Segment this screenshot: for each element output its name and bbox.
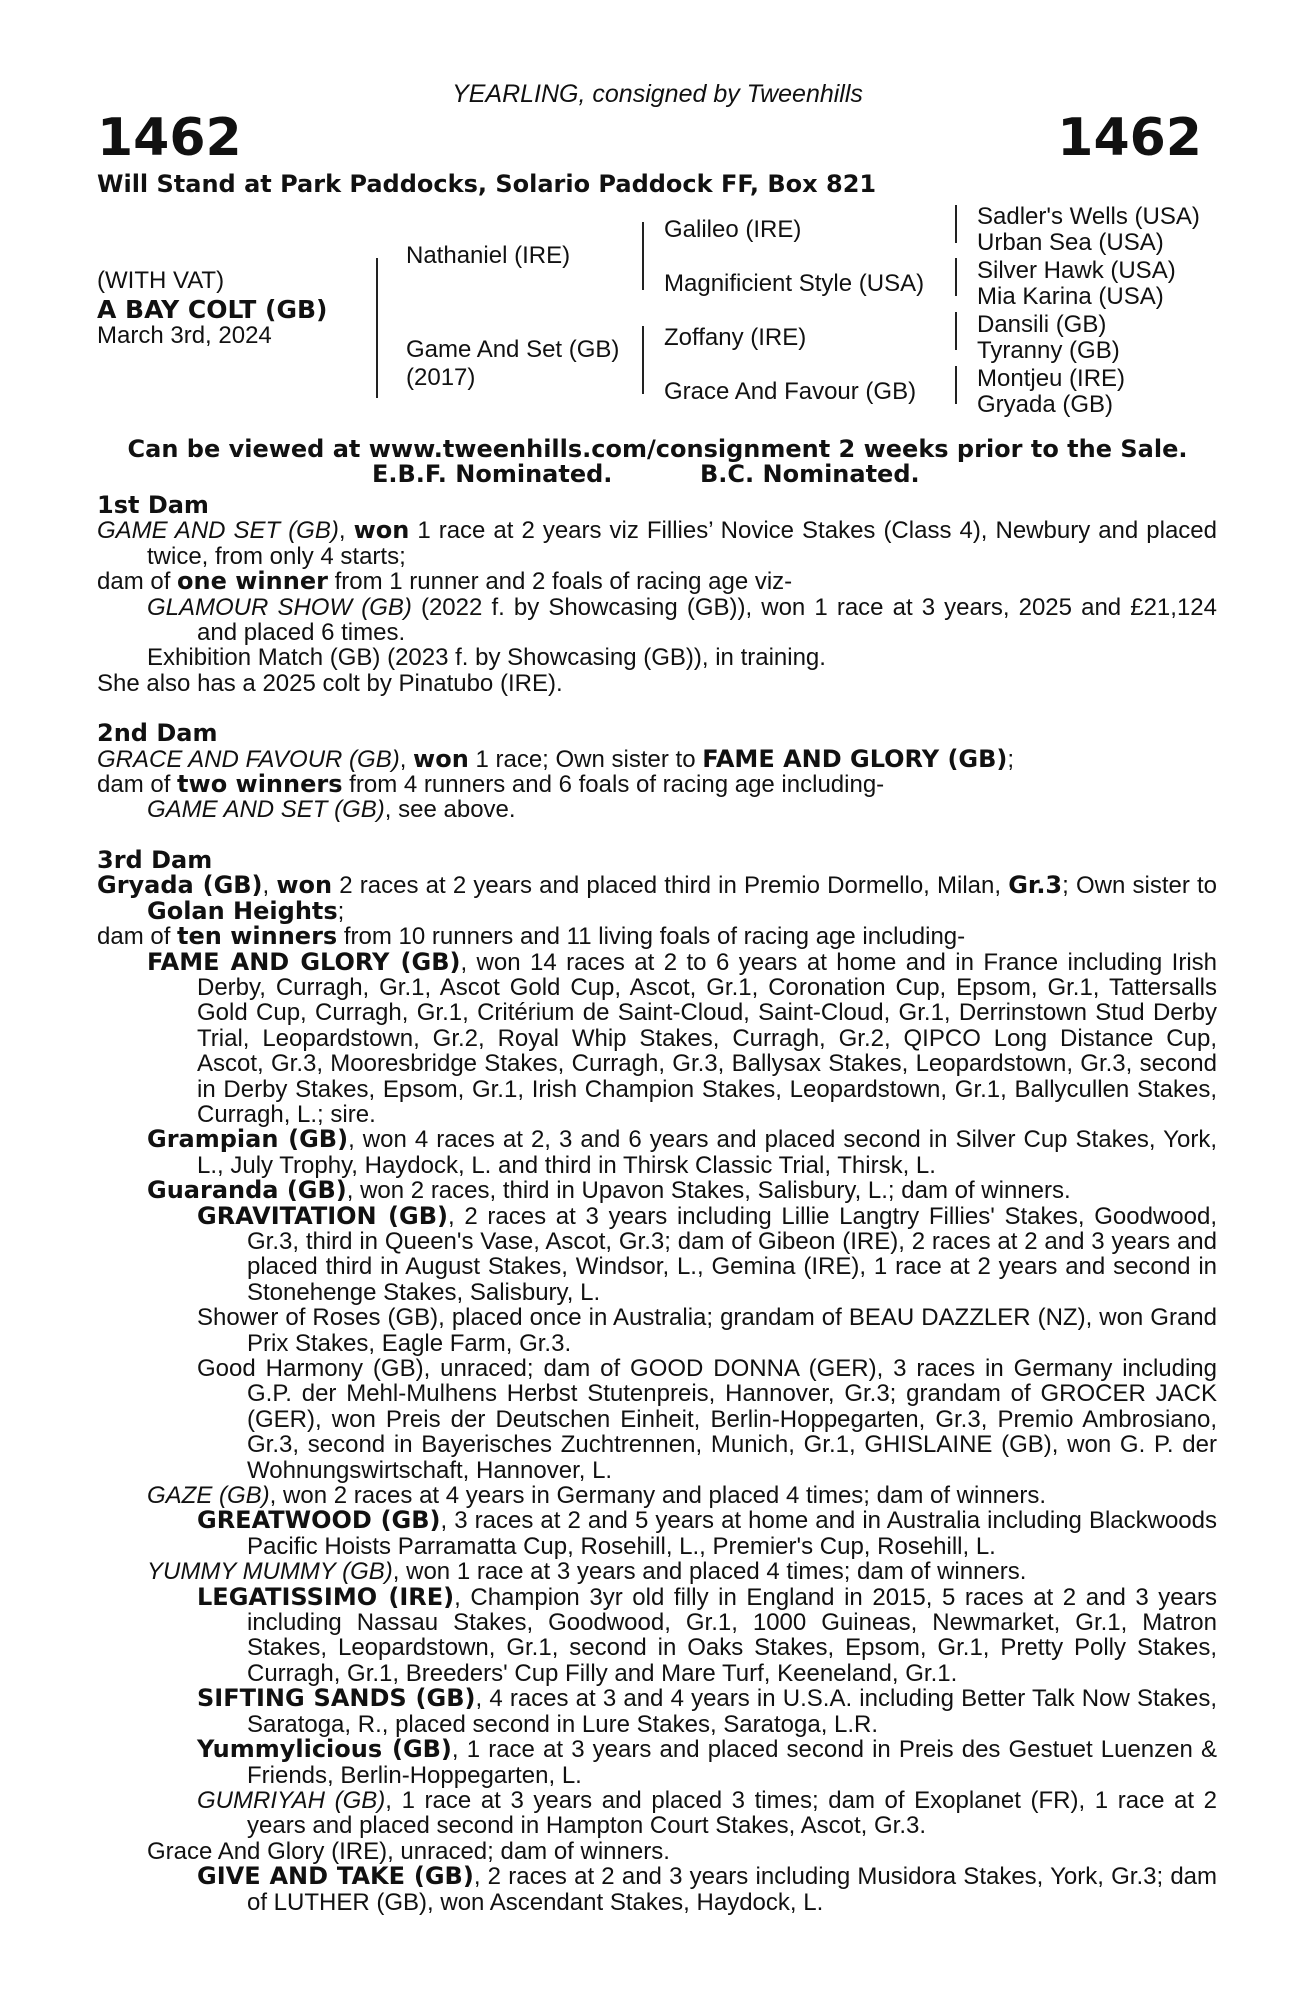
foal-gaze: GAZE (GB), won 2 races at 4 years in Germany and placed 4 times; dam of winners. bbox=[147, 1482, 1047, 1510]
foal-gravitation: GRAVITATION (GB), 2 races at 3 years including Lillie Langtry Fillies' Stakes, Goodwood, Gr.3, third in Queen's Vase, Ascot, Gr.3; dam of Gibeon (IRE), 2 races at 2 and 3 years and placed third in August Stakes, Windsor, L., Gemina (IRE), 1 race at 2 years and second in Stonehenge Stakes, Salisbury, L. bbox=[197, 1201, 1218, 1306]
lot-number-left: 1462 bbox=[97, 108, 242, 168]
great-granddam-4: Gryada (GB) bbox=[977, 391, 1114, 418]
first-dam-foal-2: Exhibition Match (GB) (2023 f. by Showcasing (GB)), in training. bbox=[147, 644, 826, 672]
produce-record bbox=[97, 493, 1217, 1915]
dam: Game And Set (GB) bbox=[406, 336, 620, 363]
foal-give-and-take: GIVE AND TAKE (GB), 2 races at 2 and 3 years including Musidora Stakes, York, Gr.3; dam of LUTHER (GB), won Ascendant Stakes, Haydock, L. bbox=[197, 1862, 1218, 1916]
foaling-date: March 3rd, 2024 bbox=[97, 322, 272, 349]
foal-greatwood: GREATWOOD (GB), 3 races at 2 and 5 years at home and in Australia including Blackwoods Pacific Hoists Parramatta Cup, Rosehill, L., Premier's Cup, Rosehill, L. bbox=[197, 1506, 1218, 1560]
second-dam-foal-1: GAME AND SET (GB), see above. bbox=[147, 796, 516, 824]
pedigree-bracket-dam bbox=[642, 326, 644, 394]
foal-gumriyah: GUMRIYAH (GB), 1 race at 3 years and placed 3 times; dam of Exoplanet (FR), 1 race at 2 years and placed second in Hampton Court Stakes, Ascot, Gr.3. bbox=[197, 1786, 1218, 1840]
ebf-nominated: E.B.F. Nominated. bbox=[372, 460, 613, 488]
foal-good-harmony: Good Harmony (GB), unraced; dam of GOOD DONNA (GER), 3 races in Germany including G.P. der Mehl-Mulhens Herbst Stutenpreis, Hannover, Gr.3; grandam of GROCER JACK (GER), won Preis der Deutschen Einheit, Berlin-Hoppegarten, Gr.3, Premio Ambrosiano, Gr.3, second in Bayerisches Zuchtrennen, Munich, Gr.1, GHISLAINE (GB), won G. P. der Wohnungswirtschaft, Hannover, L. bbox=[197, 1355, 1217, 1484]
foal-shower-of-roses: Shower of Roses (GB), placed once in Australia; grandam of BEAU DAZZLER (NZ), won Grand Prix Stakes, Eagle Farm, Gr.3. bbox=[197, 1304, 1217, 1357]
pedigree-bracket-g3 bbox=[955, 312, 957, 350]
consignment-header: YEARLING, consigned by Tweenhills bbox=[452, 80, 863, 108]
sire-dam: Magnificient Style (USA) bbox=[664, 270, 925, 297]
pedigree-bracket-g1 bbox=[955, 205, 957, 243]
horse-description: A BAY COLT (GB) bbox=[97, 295, 328, 324]
foal-legatissimo: LEGATISSIMO (IRE), Champion 3yr old filly in England in 2015, 5 races at 2 and 3 years including Nassau Stakes, Goodwood, Gr.1, 1000 Guineas, Newmarket, Gr.1, Matron Stakes, Leopardstown, Gr.1, second in Oaks Stakes, Epsom, Gr.1, Pretty Polly Stakes, Curragh, Gr.1, Breeders' Cup Filly and Mare Turf, Keeneland, Gr.1. bbox=[197, 1582, 1217, 1687]
dam-sire: Zoffany (IRE) bbox=[664, 324, 807, 351]
first-dam-heading: 1st Dam bbox=[97, 491, 209, 519]
great-granddam-2: Mia Karina (USA) bbox=[977, 283, 1164, 310]
dam-year: (2017) bbox=[406, 364, 476, 391]
great-grandsire-2: Silver Hawk (USA) bbox=[977, 257, 1176, 284]
pedigree-bracket-g2 bbox=[955, 258, 957, 296]
pedigree-bracket-main bbox=[376, 258, 378, 398]
vat-status: (WITH VAT) bbox=[97, 267, 225, 294]
great-grandsire-3: Dansili (GB) bbox=[977, 311, 1107, 338]
foal-fame-and-glory: FAME AND GLORY (GB), won 14 races at 2 to 6 years at home and in France including Irish Derby, Curragh, Gr.1, Ascot Gold Cup, Ascot, Gr.1, Coronation Cup, Epsom, Gr.1, Tattersalls Gold Cup, Curragh, Gr.1, Critérium de Saint-Cloud, Saint-Cloud, Gr.1, Derrinstown Stud Derby Trial, Leopardstown, Gr.2, Royal Whip Stakes, Curragh, Gr.2, QIPCO Long Distance Cup, Ascot, Gr.3, Mooresbridge Stakes, Curragh, Gr.3, Ballysax Stakes, Leopardstown, Gr.3, second in Derby Stakes, Epsom, Gr.1, Irish Champion Stakes, Leopardstown, Gr.1, Ballycullen Stakes, Curragh, L.; sire. bbox=[147, 947, 1217, 1128]
great-granddam-3: Tyranny (GB) bbox=[977, 337, 1120, 364]
sire-sire: Galileo (IRE) bbox=[664, 216, 802, 243]
foal-guaranda: Guaranda (GB), won 2 races, third in Upavon Stakes, Salisbury, L.; dam of winners. bbox=[147, 1176, 1071, 1205]
third-dam-race-record: Gryada (GB), won 2 races at 2 years and placed third in Premio Dormello, Milan, Gr.3; Own sister to Golan Heights; bbox=[97, 871, 1218, 925]
viewing-note: Can be viewed at www.tweenhills.com/consignment 2 weeks prior to the Sale. bbox=[127, 435, 1188, 463]
first-dam-produce: dam of one winner from 1 runner and 2 foals of racing age viz- bbox=[97, 567, 793, 596]
first-dam-foal-1: GLAMOUR SHOW (GB) (2022 f. by Showcasing (GB)), won 1 race at 3 years, 2025 and £21,124 and placed 6 times. bbox=[147, 593, 1217, 647]
sire: Nathaniel (IRE) bbox=[406, 242, 571, 269]
lot-number-right: 1462 bbox=[1057, 108, 1202, 168]
second-dam-produce: dam of two winners from 4 runners and 6 foals of racing age including- bbox=[97, 770, 885, 799]
third-dam-heading: 3rd Dam bbox=[97, 845, 213, 874]
stabling-location: Will Stand at Park Paddocks, Solario Paddock FF, Box 821 bbox=[97, 170, 877, 198]
great-granddam-1: Urban Sea (USA) bbox=[977, 229, 1164, 256]
great-grandsire-1: Sadler's Wells (USA) bbox=[977, 203, 1200, 230]
foal-grampian: Grampian (GB), won 4 races at 2, 3 and 6 years and placed second in Silver Cup Stakes, York, L., July Trophy, Haydock, L. and third in Thirsk Classic Trial, Thirsk, L. bbox=[147, 1125, 1217, 1179]
foal-yummylicious: Yummylicious (GB), 1 race at 3 years and placed second in Preis des Gestuet Luenzen & Friends, Berlin-Hoppegarten, L. bbox=[197, 1735, 1217, 1789]
dam-dam: Grace And Favour (GB) bbox=[664, 378, 917, 405]
bc-nominated: B.C. Nominated. bbox=[700, 460, 920, 488]
foal-grace-and-glory: Grace And Glory (IRE), unraced; dam of winners. bbox=[147, 1837, 670, 1865]
second-dam-heading: 2nd Dam bbox=[97, 719, 218, 748]
pedigree-bracket-sire bbox=[642, 222, 644, 290]
third-dam-produce: dam of ten winners from 10 runners and 11 living foals of racing age including- bbox=[97, 922, 966, 951]
foal-sifting-sands: SIFTING SANDS (GB), 4 races at 3 and 4 years in U.S.A. including Better Talk Now Stakes, Saratoga, R., placed second in Lure Stakes, Saratoga, L.R. bbox=[197, 1684, 1217, 1738]
second-dam-race-record: GRACE AND FAVOUR (GB), won 1 race; Own sister to FAME AND GLORY (GB); bbox=[97, 744, 1015, 773]
first-dam-note: She also has a 2025 colt by Pinatubo (IRE). bbox=[97, 669, 563, 697]
great-grandsire-4: Montjeu (IRE) bbox=[977, 365, 1126, 392]
first-dam-race-record: GAME AND SET (GB), won 1 race at 2 years viz Fillies’ Novice Stakes (Class 4), Newbury and placed twice, from only 4 starts; bbox=[97, 516, 1218, 570]
pedigree-bracket-g4 bbox=[955, 366, 957, 404]
foal-yummy-mummy: YUMMY MUMMY (GB), won 1 race at 3 years and placed 4 times; dam of winners. bbox=[147, 1558, 1027, 1586]
